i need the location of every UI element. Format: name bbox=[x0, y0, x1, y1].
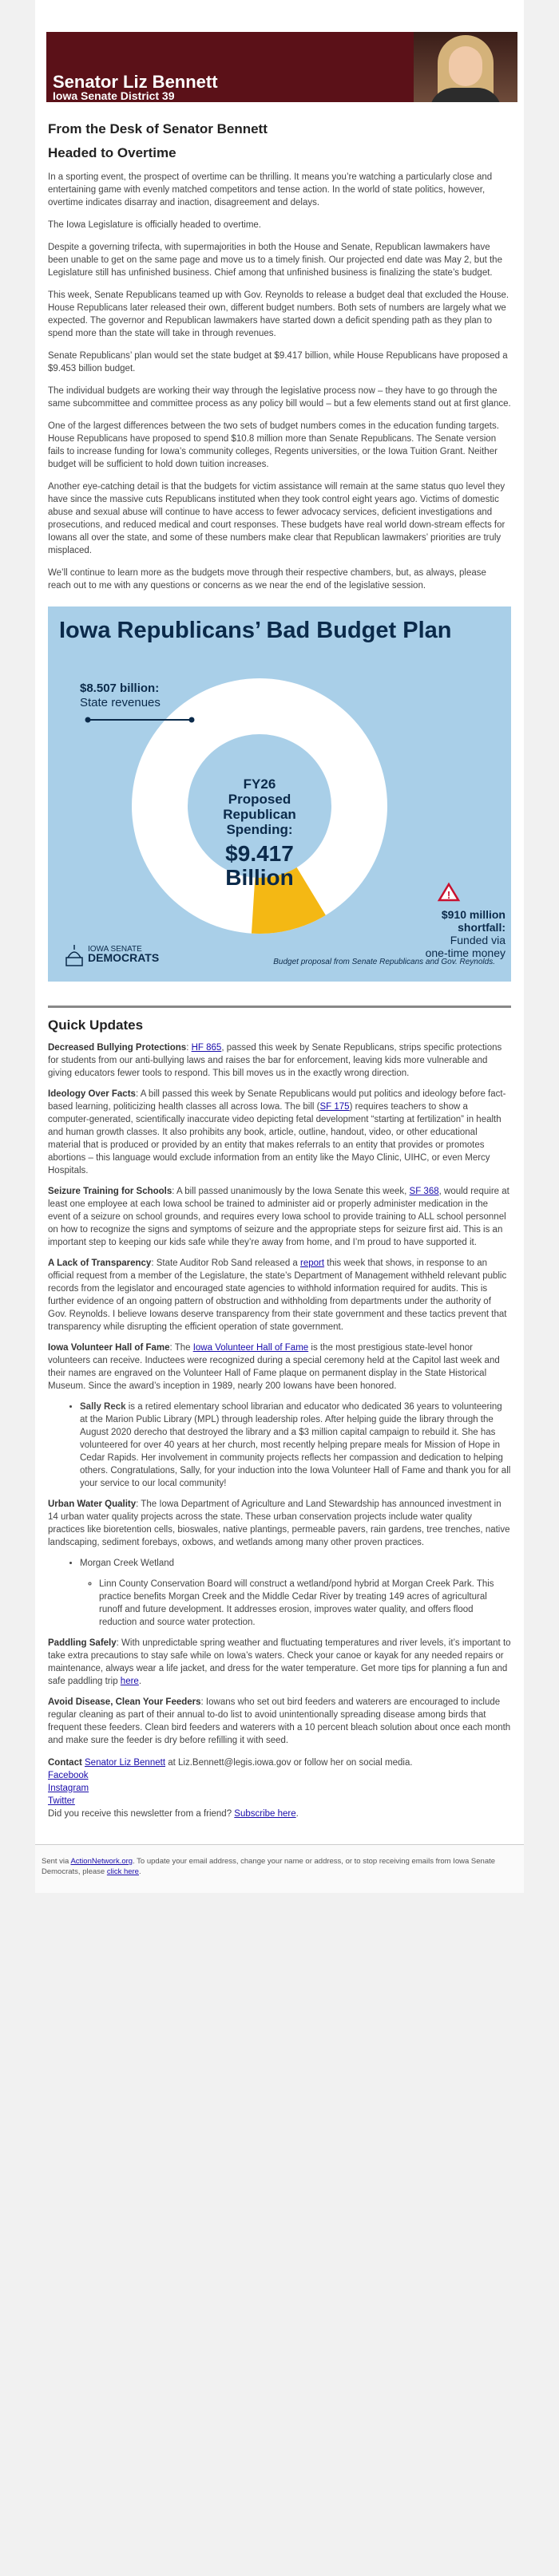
center-line: Proposed bbox=[228, 792, 291, 807]
contact-block: Contact Senator Liz Bennett at Liz.Bennett@legis.iowa.gov or follow her on social media. Facebook Instagram Twitter Did you receive this newsletter from a friend? Subscribe here. bbox=[48, 1758, 413, 1819]
revenue-value: $8.507 billion: bbox=[80, 682, 160, 695]
paragraph: The individual budgets are working their way through the legislative process now – they have to go through the same subcommittee and committee process as any policy bill would – but a few elements stand out at first glance. bbox=[48, 386, 511, 409]
update-seizure: Seizure Training for Schools: A bill passed unanimously by the Iowa Senate this week, SF 368, would require at least one employee at each Iowa school be trained to administer aid or properly administer medication in the event of a seizure on school grounds, and requires every Iowa school to provide training to ALL school personnel on how to recognize the signs and symptoms of seizure and the appropriate steps for seizure first aid. This is an important step to keeping our kids safe while they’re away from home, and I’m proud to have supported it. bbox=[48, 1187, 509, 1247]
update-feeders: Avoid Disease, Clean Your Feeders: Iowans who set out bird feeders and waterers are encouraged to include regular cleaning as part of their annual to-do list to avoid unintentionally spreading disease among birds that frequent these feeders. Clean bird feeders and waterers with a 10 percent bleach solution about once each month and make sure the feeder is dry before refilling it with seed. bbox=[48, 1697, 511, 1745]
paddling-link[interactable]: here bbox=[120, 1677, 139, 1686]
banner-image bbox=[46, 32, 517, 102]
paragraph: Senate Republicans’ plan would set the state budget at $9.417 billion, while House Republicans have proposed a $9.453 billion budget. bbox=[48, 351, 508, 373]
hf-865-link[interactable]: HF 865 bbox=[191, 1043, 222, 1053]
list-item: • Morgan Creek Wetland bbox=[80, 1557, 511, 1570]
center-unit: Billion bbox=[225, 865, 294, 890]
update-paddling: Paddling Safely: With unpredictable spring weather and fluctuating temperatures and river levels, it’s important to take extra precautions to stay safe while on Iowa’s waters. Check your canoe or kayak for any needed repairs or maintenance, always wear a life jacket, and dress for the water temperature. Get more tips for planning a fun and safe paddling trip here. bbox=[48, 1638, 511, 1686]
instagram-link[interactable]: Instagram bbox=[48, 1784, 89, 1793]
graphic-title: Iowa Republicans’ Bad Budget Plan bbox=[59, 618, 452, 643]
revenue-dot-left bbox=[85, 717, 91, 723]
senate-democrats-logo bbox=[64, 943, 160, 972]
water-list bbox=[80, 1557, 511, 1570]
paragraph: In a sporting event, the prospect of overtime can be thrilling. It means you’re watching a particularly close and entertaining game with evenly matched competitors and tense action. In the world of state politics, however, overtime indicates disarray and inaction, disagreement and delays. bbox=[48, 172, 493, 207]
banner-name: Senator Liz Bennett bbox=[53, 72, 218, 92]
shortfall-label bbox=[402, 908, 505, 959]
senator-photo bbox=[414, 32, 517, 102]
update-ideology: Ideology Over Facts: A bill passed this week by Senate Republicans would put politics and ideology before fact-based learning, politicizing health classes all across Iowa. The bill (SF 175) requires teachers to show a computer-generated, scientifically inaccurate video depicting fetal development “starting at fertilization” in health and human growth classes. It also prohibits any book, article, outline, handout, video, or other educational material that is produced or provided by an entity that makes referrals to an entity that provides or promotes abortions – this language would exclude information from an entity like the Mayo Clinic, UIHC, or even Mercy Hospitals. bbox=[48, 1089, 506, 1175]
revenue-dot-right bbox=[189, 717, 195, 723]
paragraph: Despite a governing trifecta, with supermajorities in both the House and Senate, Republican lawmakers have been unable to get on the same page and move us to a timely finish. Our projected end date was May 2, but the Legislature still has unfinished business. Chief among that unfinished business is finalizing the state’s budget. bbox=[48, 243, 502, 278]
svg-text:!: ! bbox=[446, 889, 451, 901]
quick-updates-heading: Quick Updates bbox=[48, 1017, 144, 1033]
sf-175-link[interactable]: SF 175 bbox=[319, 1102, 350, 1112]
center-line: Republican bbox=[223, 807, 296, 822]
twitter-link[interactable]: Twitter bbox=[48, 1796, 75, 1806]
center-line: FY26 bbox=[243, 776, 276, 792]
volunteer-hall-link[interactable]: Iowa Volunteer Hall of Fame bbox=[192, 1343, 309, 1353]
paragraph: This week, Senate Republicans teamed up with Gov. Reynolds to release a budget deal that excluded the House. House Republicans later released their own, different budget numbers. Both sets of numbers are largely what we expected. The governor and Republican lawmakers have started down a deficit spending path as they plan to spend more than the state will take in through revenues. bbox=[48, 290, 509, 338]
update-volunteer: Iowa Volunteer Hall of Fame: The Iowa Volunteer Hall of Fame is the most prestigious state-level honor volunteers can receive. Inductees were recognized during a special ceremony held at the Capitol last week and their names are engraved on the Volunteer Hall of Fame plaque on permanent display in the State Historical Museum. Since the award’s inception in 1989, nearly 200 Iowans have been honored. bbox=[48, 1343, 500, 1391]
warning-icon bbox=[439, 884, 458, 901]
paragraph: We’ll continue to learn more as the budgets move through their respective chambers, but, as always, please reach out to me with any questions or concerns as we near the end of the legislative session. bbox=[48, 568, 486, 591]
unsubscribe-link[interactable]: click here bbox=[106, 1867, 139, 1876]
update-water: Urban Water Quality: The Iowa Department of Agriculture and Land Stewardship has announced investment in 14 urban water quality projects across the state. These urban conservation projects include water quality practices like bioretention cells, bioswales, native plantings, permeable pavers, rain gardens, tree trenches, native landscaping, sediment forebays, oxbows, and wetlands among many other proven practices. bbox=[48, 1499, 510, 1547]
volunteer-list bbox=[80, 1401, 511, 1490]
paragraph: One of the largest differences between the two sets of budget numbers comes in the education funding targets. House Republicans have proposed to spend $10.8 million more than Senate Republicans. The Senate version fails to increase funding for Iowa’s community colleges, Regents universities, or the Iowa Tuition Grant. Neither budget will be sufficient to hold down tuition increases. bbox=[48, 421, 499, 469]
facebook-link[interactable]: Facebook bbox=[48, 1771, 89, 1780]
senator-link[interactable]: Senator Liz Bennett bbox=[85, 1758, 166, 1768]
revenue-label bbox=[80, 682, 161, 710]
email-footer: Sent via ActionNetwork.org. To update your email address, change your name or address, or to stop receiving emails from Iowa Senate Democrats, please click here. bbox=[35, 1844, 524, 1893]
water-sublist bbox=[99, 1578, 511, 1629]
graphic-source: Budget proposal from Senate Republicans and Gov. Reynolds. bbox=[273, 958, 495, 966]
shortfall-note: one-time money bbox=[425, 946, 505, 959]
article-title: Headed to Overtime bbox=[48, 145, 176, 160]
center-line: Spending: bbox=[226, 822, 293, 837]
sf-368-link[interactable]: SF 368 bbox=[409, 1187, 439, 1196]
list-item: ◦ Linn County Conservation Board will construct a wetland/pond hybrid at Morgan Creek Park. This practice benefits Morgan Creek and the Middle Cedar River by treating 149 acres of agricultural runoff and future development. It addresses erosion, improves water quality, and offers flood reduction and source water protection. bbox=[99, 1578, 511, 1629]
action-network-link[interactable]: ActionNetwork.org bbox=[70, 1857, 133, 1866]
logo-bottom: DEMOCRATS bbox=[88, 951, 160, 964]
capitol-icon bbox=[64, 943, 85, 967]
section-divider bbox=[48, 1006, 511, 1008]
shortfall-value: $910 million bbox=[441, 908, 505, 921]
paragraph: Another eye-catching detail is that the budgets for victim assistance will remain at the same status quo level they have since the massive cuts Republicans instituted when they took control eight years ago. Victims of domestic abuse and sexual abuse will continue to have access to fewer advocacy services, deficient investigations and prosecutions, and reduced medical and court responses. These budgets have real world down-stream effects for Iowans all over the state, and some of these numbers make clear that Republican lawmakers’ priorities are truly misplaced. bbox=[48, 482, 505, 555]
paragraph: The Iowa Legislature is officially headed to overtime. bbox=[48, 220, 261, 230]
shortfall-caption: shortfall: bbox=[458, 921, 505, 934]
update-transparency: A Lack of Transparency: State Auditor Rob Sand released a report this week that shows, in response to an official request from a member of the Legislature, the state’s Department of Management withheld relevant public records from the legislator and encouraged state agencies to withhold information required for audits. This is further evidence of an ongoing pattern of obstruction and withholding from departments under the authority of Gov. Reynolds. I believe Iowans deserve transparency from their state government and these tactics prevent that transparency while disrupting the efficient operation of state government. bbox=[48, 1258, 507, 1332]
subscribe-link[interactable]: Subscribe here bbox=[234, 1809, 296, 1819]
update-bullying: Decreased Bullying Protections: HF 865, passed this week by Senate Republicans, strips specific protections for students from our anti-bullying laws and raises the bar for enforcement, leaving kids more vulnerable and giving educators fewer tools to respond. This bill moves us in the exactly wrong direction. bbox=[48, 1043, 502, 1078]
shortfall-note: Funded via bbox=[450, 934, 505, 946]
newsletter bbox=[35, 0, 524, 1844]
center-value: $9.417 bbox=[225, 841, 294, 866]
logo-top: IOWA SENATE bbox=[88, 945, 142, 954]
budget-graphic bbox=[48, 606, 511, 982]
list-item: • Sally Reck is a retired elementary school librarian and educator who dedicated 36 years to volunteering at the Marion Public Library (MPL) through leadership roles. After helping guide the library through the August 2020 derecho that destroyed the library and a $3 million capital campaign to rebuild it. She has volunteered for over 40 years at her church, most recently helping prepare meals for Mission of Hope in Cedar Rapids. Her involvement in community projects reflects her compassion and dedication to helping others. Congratulations, Sally, for your induction into the Iowa Volunteer Hall of Fame and thank you for all your service to our local community! bbox=[80, 1401, 511, 1490]
desk-heading: From the Desk of Senator Bennett bbox=[48, 121, 268, 136]
center-label bbox=[204, 776, 315, 890]
report-link[interactable]: report bbox=[300, 1258, 325, 1268]
header-banner bbox=[35, 0, 524, 112]
revenue-caption: State revenues bbox=[80, 696, 161, 709]
banner-district: Iowa Senate District 39 bbox=[53, 89, 175, 102]
